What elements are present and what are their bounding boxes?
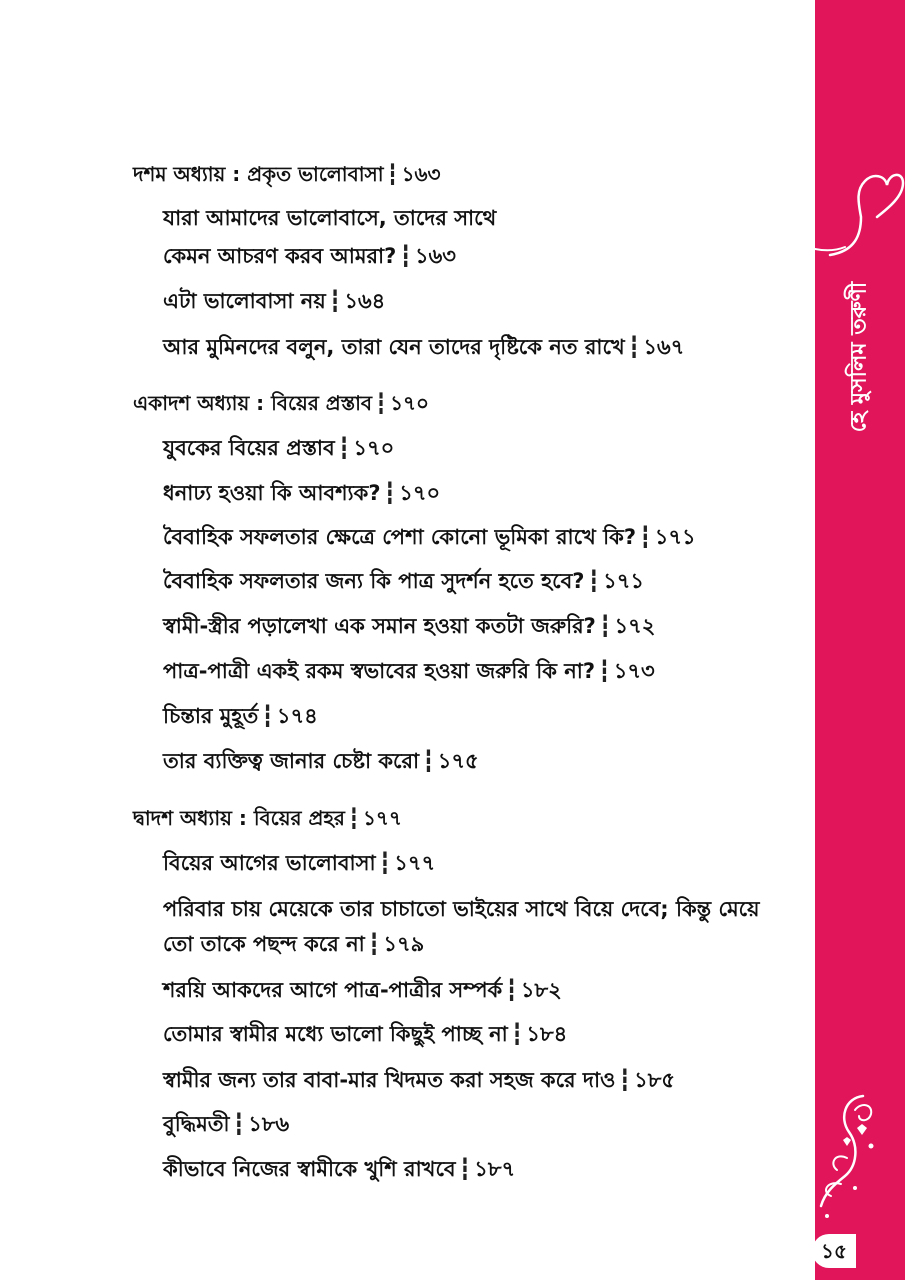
page-ref: ১৭৪ [276, 704, 318, 728]
page-separator: ┇ [399, 244, 411, 268]
toc-entry-text: যুবকের বিয়ের প্রস্তাব [163, 436, 335, 460]
page-ref: ১৮২ [520, 978, 562, 1002]
toc-entry [163, 747, 479, 775]
page-ref: ১৬৩ [415, 244, 456, 268]
toc-entry [163, 702, 318, 730]
page-separator: ┇ [639, 525, 651, 549]
chapter-title [133, 389, 429, 417]
toc-entry-text: এটা ভালোবাসা নয় [163, 289, 326, 313]
toc-entry [163, 612, 655, 640]
page-separator: ┇ [337, 436, 350, 460]
toc-entry [163, 479, 440, 507]
page-ref: ১৬৪ [344, 289, 386, 313]
page-ref: ১৭১ [654, 525, 696, 549]
toc-entry [163, 523, 696, 551]
chapter-title [133, 804, 402, 832]
page-ref: ১৭৫ [437, 749, 479, 773]
heart-swirl-icon [815, 165, 905, 260]
toc-entry-text: বিয়ের আগের ভালোবাসা [163, 851, 376, 875]
toc-entry-text: স্বামী-স্ত্রীর পড়ালেখা এক সমান হওয়া কতটা জরুরি? [163, 614, 596, 638]
toc-entry-text: তো তাকে পছন্দ করে না [163, 932, 365, 956]
book-title-vertical [830, 262, 890, 452]
page-ref: ১৭০ [353, 436, 395, 460]
page-ref: ১৭৭ [394, 851, 436, 875]
page-separator: ┇ [598, 659, 610, 683]
toc-entry [163, 976, 562, 1004]
page-ref: ১৮৬ [248, 1112, 290, 1136]
toc-entry-text: স্বামীর জন্য তার বাবা-মার খিদমত করা সহজ করে দাও [163, 1068, 616, 1092]
page-separator: ┇ [261, 704, 273, 728]
page-separator: ┇ [386, 162, 398, 186]
toc-entry-text: শরয়ি আকদের আগে পাত্র-পাত্রীর সম্পর্ক [163, 978, 503, 1002]
chapter-title-text: দশম অধ্যায় : প্রকৃত ভালোবাসা [133, 162, 384, 186]
toc-entry-text: বুদ্ধিমতী [163, 1112, 230, 1136]
toc-entry-text: চিন্তার মুহূর্ত [163, 704, 259, 728]
page-ref: ১৭১ [603, 569, 645, 593]
chapter-title-text: একাদশ অধ্যায় : বিয়ের প্রস্তাব [133, 391, 373, 415]
toc-entry-text: ধনাঢ্য হওয়া কি আবশ্যক? [163, 481, 381, 505]
page-separator: ┇ [383, 481, 396, 505]
page-separator: ┇ [458, 1157, 471, 1181]
page-ref: ১৭০ [399, 481, 441, 505]
toc-entry-continuation [163, 930, 424, 958]
page-separator: ┇ [510, 1022, 523, 1046]
toc-entry-text: বৈবাহিক সফলতার ক্ষেত্রে পেশা কোনো ভূমিকা রাখে কি? [163, 525, 637, 549]
page-separator: ┇ [587, 569, 600, 593]
toc-entry [163, 1020, 567, 1048]
page-separator: ┇ [367, 932, 380, 956]
page-ref: ১৬৩ [401, 162, 441, 186]
toc-entry-text: তার ব্যক্তিত্ব জানার চেষ্টা করো [163, 749, 420, 773]
page-separator: ┇ [618, 1068, 631, 1092]
page-ref: ১৭০ [390, 391, 430, 415]
toc-entry-text: তোমার স্বামীর মধ্যে ভালো কিছুই পাচ্ছ না [163, 1022, 508, 1046]
page-separator: ┇ [505, 978, 517, 1002]
page-ref: ১৮৭ [474, 1157, 516, 1181]
page-separator: ┇ [627, 335, 640, 359]
chapter-title-text: দ্বাদশ অধ্যায় : বিয়ের প্রহর [133, 806, 345, 830]
page-separator: ┇ [347, 806, 359, 830]
page-separator: ┇ [378, 851, 391, 875]
page-ref: ১৮৫ [634, 1068, 676, 1092]
toc-entry-text: যারা আমাদের ভালোবাসে, তাদের সাথে [163, 206, 497, 230]
toc-entry [163, 333, 684, 361]
toc-entry-text: বৈবাহিক সফলতার জন্য কি পাত্র সুদর্শন হতে হবে? [163, 569, 585, 593]
page-separator: ┇ [328, 289, 341, 313]
toc-entry-text: পরিবার চায় মেয়েকে তার চাচাতো ভাইয়ের সাথে বিয়ে দেবে; কিন্তু মেয়ে [163, 897, 760, 921]
page-separator: ┇ [232, 1112, 245, 1136]
toc-entry [163, 1155, 515, 1183]
page-ref: ১৬৭ [643, 335, 685, 359]
toc-entry-text: পাত্র-পাত্রী একই রকম স্বভাবের হওয়া জরুরি কি না? [163, 659, 596, 683]
toc-entry [163, 849, 435, 877]
toc-entry [163, 1110, 289, 1138]
toc-entry [163, 895, 759, 923]
toc-entry-text: কীভাবে নিজের স্বামীকে খুশি রাখবে [163, 1157, 456, 1181]
toc-entry [163, 287, 385, 315]
page-ref: ১৮৪ [526, 1022, 568, 1046]
toc-entry-text: কেমন আচরণ করব আমরা? [163, 244, 397, 268]
page-ref: ১৭২ [614, 614, 656, 638]
page-ref: ১৭৩ [613, 659, 655, 683]
floral-ornament-icon [815, 1088, 905, 1228]
toc-entry [163, 204, 496, 232]
page-ref: ১৭৯ [383, 932, 425, 956]
page-separator: ┇ [375, 391, 387, 415]
page-separator: ┇ [598, 614, 611, 638]
page-separator: ┇ [422, 749, 434, 773]
chapter-title [133, 160, 441, 188]
toc-entry [163, 657, 655, 685]
page-number: ১৫ [812, 1234, 856, 1268]
toc-entry [163, 567, 644, 595]
toc-entry-continuation [163, 242, 456, 270]
book-title-text: হে মুসলিম তরুণী [846, 281, 872, 433]
toc-entry [163, 1066, 675, 1094]
toc-entry [163, 434, 394, 462]
page-ref: ১৭৭ [362, 806, 402, 830]
toc-entry-text: আর মুমিনদের বলুন, তারা যেন তাদের দৃষ্টিকে নত রাখে [163, 335, 625, 359]
